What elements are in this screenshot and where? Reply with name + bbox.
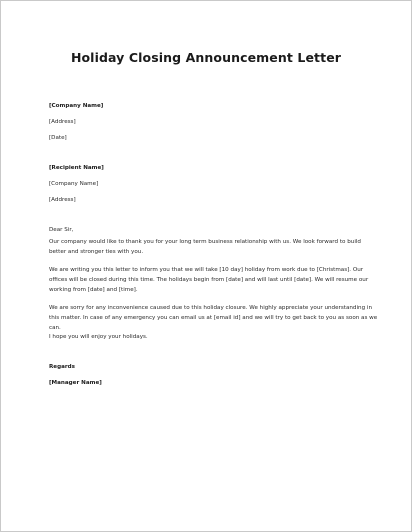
paragraph-3: We are sorry for any inconvenience caused due to this holiday closure. We highly appreciate your understanding in this matter. In case of any emergency you can email us at [email id] and we will try to get back to you as soon as we can.	[49, 305, 378, 331]
recipient-name: [Recipient Name]	[49, 165, 104, 171]
paragraph-4: I hope you will enjoy your holidays.	[49, 334, 148, 340]
signature-name: [Manager Name]	[49, 380, 102, 386]
paragraph-2: We are writing you this letter to inform you that we will take [10 day] holiday from work due to [Christmas]. Our offices will be closed during this time. The holidays begin from [date] and will last until [date]. We will resume our working from [date] and [time].	[49, 267, 369, 293]
sender-company-name: [Company Name]	[49, 103, 104, 109]
recipient-address: [Address]	[49, 197, 76, 203]
salutation: Dear Sir,	[49, 227, 74, 233]
sender-address: [Address]	[49, 119, 76, 125]
closing: Regards	[49, 364, 75, 370]
document-title: Holiday Closing Announcement Letter	[70, 50, 342, 65]
paragraph-1: Our company would like to thank you for your long term business relationship with us. We look forward to build better and stronger ties with you.	[49, 239, 361, 255]
recipient-company-name: [Company Name]	[49, 181, 99, 187]
sender-date: [Date]	[49, 135, 67, 141]
